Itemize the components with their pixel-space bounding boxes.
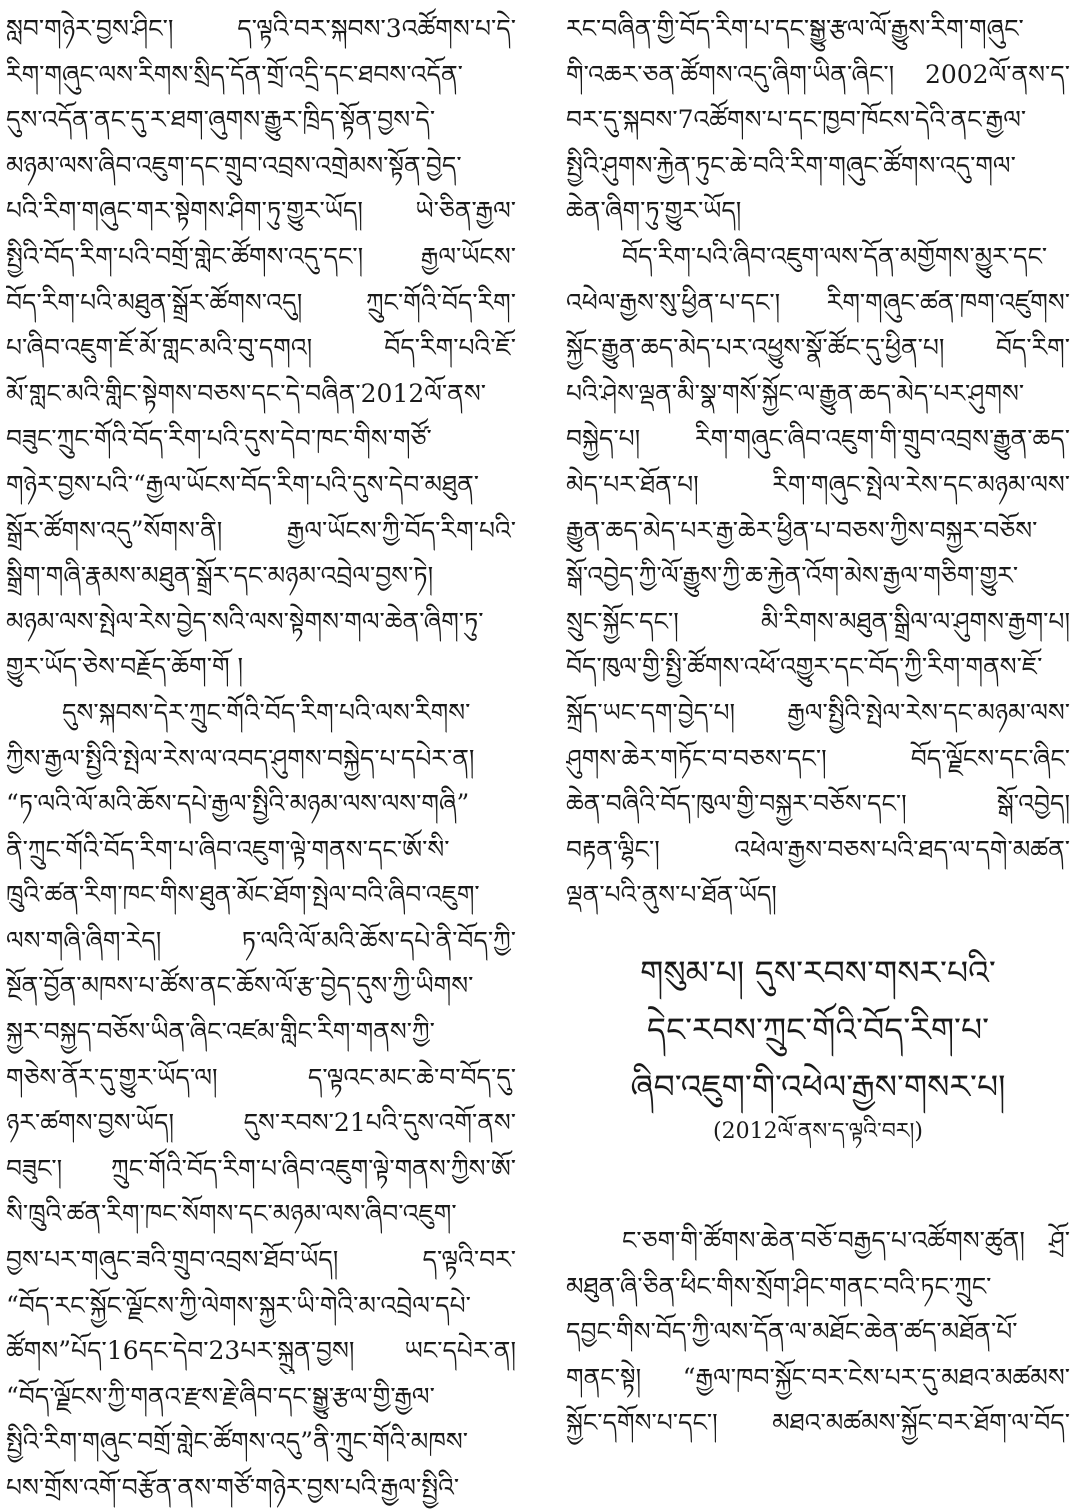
text-line: དུས་འདོན་ནང་དུ་ར་ཐག་ཞུགས་རྒྱུར་ཁྲིད་སྟོན་བྱས་དེ་ [6,105,436,135]
text-line: གྱུར་ཡོད་ཅེས་བརྗོད་ཆོག་གོ ། [6,652,244,682]
text-line: དབྱང་གིས་བོད་ཀྱི་ལས་དོན་ལ་མཐོང་ཆེན་ཚད་མཐོན་པོ་ [566,1317,1018,1347]
text-line: རིག་གཞུང་ལས་རིགས་སྲིད་དོན་གྲོ་འདྲི་དང་ཐབས་འདོན་ [6,59,463,89]
text-line: ཆེན་བཞིའི་བོད་ཁུལ་གྱི་བསྐྱར་བཅོས་དང་། སྒོ་འབྱེད། [566,789,1070,819]
text-line: གཅེས་ནོར་དུ་གྱུར་ཡོད་ལ། ད་ལྟའང་མང་ཆེ་བ་བོད་དུ་ [6,1062,516,1092]
text-line: མཐུན་ཞི་ཅིན་ཕིང་གིས་སྲོག་ཤིང་གནང་བའི་ཏང་ཀྲུང་ [566,1271,992,1301]
heading-date-range: (2012ལོ་ནས་ད་ལྟའི་བར།) [713,1119,923,1144]
text-line: མཉམ་ལས་ཞིབ་འཇུག་དང་གྲུབ་འབྲས་འགྲེམས་སྟོན་བྱེད་ [6,150,462,180]
heading-line-3: ཞིབ་འཇུག་གི་འཕེལ་རྒྱས་གསར་པ། [630,1067,1006,1106]
text-line: ཁྲུའི་ཚན་རིག་ཁང་གིས་ཐུན་མོང་ཐོག་སྤེལ་བའི་ཞིབ་འཇུག་ [6,880,480,910]
text-line: སྔོན་བྱོན་མཁས་པ་ཚོས་ནང་ཆོས་ལོ་རྩ་བྱེད་དུས་ཀྱི་ཡིགས་ [6,971,474,1001]
text-line: པའི་ཤེས་ལྡན་མི་སྣ་གསོ་སྐྱོང་ལ་རྒྱུན་ཆད་མེད་པར་ཤུགས་ [566,378,1025,408]
text-line: སྤྱིའི་ཤུགས་རྐྱེན་ཏུང་ཆེ་བའི་རིག་གཞུང་ཚོགས་འདུ་གལ་ [566,150,1016,180]
text-line: “བོད་རང་སྐྱོང་ལྗོངས་ཀྱི་ལེགས་སྐྱར་ཡི་གེའི་མ་འབྲེལ་དཔེ་ [6,1290,471,1320]
heading-line-1: གསུམ་པ། དུས་རབས་གསར་པའི་ [640,953,996,992]
text-line: བསྐྱེད་པ། རིག་གཞུང་ཞིབ་འཇུག་གི་གྲུབ་འབྲས་རྒྱུན་ཆད་ [566,424,1070,454]
text-line: མོ་གླང་མའི་གླིང་སྟེགས་བཅས་དང་དེ་བཞིན་2012ལོ་ནས་ [6,378,486,408]
text-line: པའི་རིག་གཞུང་གར་སྟེགས་ཤིག་ཏུ་གྱུར་ཡོད། ཡེ་ཅིན་རྒྱལ་ [6,196,516,226]
text-line: འཕེལ་རྒྱས་སུ་ཕྱིན་པ་དང་། རིག་གཞུང་ཚན་ཁག་འཛུགས་ [566,287,1070,317]
text-line: པས་གྲོས་འགོ་བརྩོན་ནས་གཙོ་གཉེར་བྱས་པའི་རྒྱལ་སྤྱིའི་ [6,1473,460,1502]
text-line: “བོད་ལྗོངས་ཀྱི་གནའ་རྫས་རྗེ་ཞིབ་དང་སྒྱུ་རྩལ་གྱི་རྒྱལ་ [6,1381,435,1411]
text-line: མཉམ་ལས་སྤེལ་རེས་བྱེད་སའི་ལས་སྟེགས་གལ་ཆེན་ཞིག་ཏུ་ [6,606,484,636]
text-line: མེད་པར་ཐོན་པ། རིག་གཞུང་སྤེལ་རེས་དང་མཉམ་ལས་ [566,469,1070,499]
section-heading [566,944,1070,1147]
text-line: བྱས་པར་གཞུང་ཟའི་གྲུབ་འབྲས་ཐོབ་ཡོད། ད་ལྟའི་བར་ [6,1245,516,1275]
text-line: པ་ཞིབ་འཇུག་ཇོ་མོ་གླང་མའི་བུ་དགའ། བོད་རིག་པའི་ཇོ་ [6,333,516,363]
text-line: དུས་སྐབས་དེར་ཀྲུང་གོའི་བོད་རིག་པའི་ལས་རིགས་ [62,697,471,727]
text-line: ལྡན་པའི་ནུས་པ་ཐོན་ཡོད། [566,880,777,910]
text-line: ང་ཅག་གི་ཚོགས་ཆེན་བཅོ་བརྒྱད་པ་འཚོགས་ཚུན། ཤྲོ་ [622,1226,1070,1255]
text-line: གཉེར་བྱས་པའི་“རྒྱལ་ཡོངས་བོད་རིག་པའི་དུས་དེབ་མཐུན་ [6,469,480,499]
text-line: སྲུང་སྐྱོང་དང་། མི་རིགས་མཐུན་སྒྲིལ་ལ་ཤུགས་རྒྱག་པ། [566,606,1070,636]
text-line: སྒྲོར་ཚོགས་འདུ”སོགས་ནི། རྒྱལ་ཡོངས་ཀྱི་བོད་རིག་པའི་ [6,515,516,545]
heading-line-2: དེང་རབས་ཀྲུང་གོའི་བོད་རིག་པ་ [646,1010,990,1049]
text-line: ཆེན་ཞིག་ཏུ་གྱུར་ཡོད། [566,196,742,226]
text-line: བོད་ཁུལ་གྱི་སྤྱི་ཚོགས་འཕོ་འགྱུར་དང་བོད་ཀྱི་རིག་གནས་ཇོ་ [566,652,1043,682]
text-line: སྐྱོང་རྒྱུན་ཆད་མེད་པར་འཕྱུས་སྣོ་ཚོང་དུ་ཕྱིན་པ། བོད་རིག་ [566,333,1070,363]
text-line: བོད་རིག་པའི་མཐུན་སྒྲོར་ཚོགས་འདུ། ཀྲུང་གོའི་བོད་རིག་ [6,287,516,317]
text-line: སི་ཁྲུའི་ཚན་རིག་ཁང་སོགས་དང་མཉམ་ལས་ཞིབ་འཇུག་ [6,1199,457,1229]
text-line: སྤྱིའི་རིག་གཞུང་བགྲོ་གླེང་ཚོགས་འདུ”ནི་ཀྲུང་གོའི་མཁས་ [6,1427,468,1457]
text-line: སྐྱར་བསྐྱད་བཅོས་ཡིན་ཞིང་འཛམ་གླིང་རིག་གནས་ཀྱི་ [6,1017,435,1047]
text-line: ཉར་ཚགས་བྱས་ཡོད། དུས་རབས་21པའི་དུས་འགོ་ནས་ [6,1108,516,1138]
right-text-column [566,0,1070,918]
left-text-column [6,0,516,1511]
text-line: བོད་རིག་པའི་ཞིབ་འཇུག་ལས་དོན་མགྱོགས་མྱུར་དང་ [622,241,1048,271]
text-line: ལས་གཞི་ཞིག་རེད། ཏ་ལའི་ལོ་མའི་ཆོས་དཔེ་ནི་བོད་ཀྱི་ [6,925,516,955]
text-line: རང་བཞིན་གྱི་བོད་རིག་པ་དང་སྒྱུ་རྩལ་ལོ་རྒྱུས་རིག་གཞུང་ [566,14,1024,43]
text-line: ཚོགས”པོད་16དང་དེབ་23པར་སྐྲུན་བྱས། ཡང་དཔེར་ན། [6,1336,516,1366]
text-line: བརྟན་ལྷིང་། འཕེལ་རྒྱས་བཅས་པའི་ཐད་ལ་དགེ་མཚན་ [566,834,1070,864]
text-line: ནི་ཀྲུང་གོའི་བོད་རིག་པ་ཞིབ་འཇུག་ལྟེ་གནས་དང་ཨོ་སི་ [6,834,450,864]
right-text-column-lower [566,1218,1070,1446]
text-line: ཀྱིས་རྒྱལ་སྤྱིའི་སྤེལ་རེས་ལ་འབད་ཤུགས་བསྐྱེད་པ་དཔེར་ན། [6,743,475,773]
text-line: རྒྱུན་ཆད་མེད་པར་རྒྱ་ཆེར་ཕྱིན་པ་བཅས་ཀྱིས་བསྐྱར་བཅོས་ [566,515,1038,545]
text-line: ཤུགས་ཆེར་གཏོང་བ་བཅས་དང་། བོད་ལྗོངས་དང་ཞིང་ [566,743,1070,773]
text-line: སྒྲིག་གཞི་རྣམས་མཐུན་སྒྲོར་དང་མཉམ་འབྲེལ་བྱས་ཏེ། [6,561,434,591]
text-line: གི་འཆར་ཅན་ཚོགས་འདུ་ཞིག་ཡིན་ཞིང་། 2002ལོ་ནས་ད་ [566,59,1070,89]
text-line: གནང་སྟེ། “རྒྱལ་ཁབ་སྐྱོང་བར་ངེས་པར་དུ་མཐའ་མཚམས་ [566,1362,1070,1392]
text-line: སྐྱོང་དགོས་པ་དང་། མཐའ་མཚམས་སྐྱོང་བར་ཐོག་ལ་བོད་ [566,1408,1070,1438]
text-line: བར་དུ་སྐབས་7འཚོགས་པ་དང་ཁྱབ་ཁོངས་དེའི་ནང་རྒྱལ་ [566,105,1027,135]
text-line: སྒོ་འབྱེད་ཀྱི་ལོ་རྒྱུས་ཀྱི་ཆ་རྐྱེན་འོག་མེས་རྒྱལ་གཅིག་གྱུར་ [566,561,1019,591]
text-line: བཟུང་། ཀྲུང་གོའི་བོད་རིག་པ་ཞིབ་འཇུག་ལྟེ་གནས་ཀྱིས་ཨོ་ [6,1153,516,1183]
text-line: སྐྲོད་ཡང་དག་བྱེད་པ། རྒྱལ་སྤྱིའི་སྤེལ་རེས་དང་མཉམ་ལས་ [566,697,1070,727]
text-line: “ཏ་ལའི་ལོ་མའི་ཆོས་དཔེ་རྒྱལ་སྤྱིའི་མཉམ་ལས་ལས་གཞི” [6,789,470,819]
text-line: སྤྱིའི་བོད་རིག་པའི་བགྲོ་གླེང་ཚོགས་འདུ་དང་། རྒྱལ་ཡོངས་ [6,241,516,271]
text-line: སླབ་གཉེར་བྱས་ཤིང་། ད་ལྟའི་བར་སྐབས་3འཚོགས་པ་དེ་ [6,14,516,43]
text-line: བཟུང་ཀྲུང་གོའི་བོད་རིག་པའི་དུས་དེབ་ཁང་གིས་གཙོ་ [6,424,432,454]
